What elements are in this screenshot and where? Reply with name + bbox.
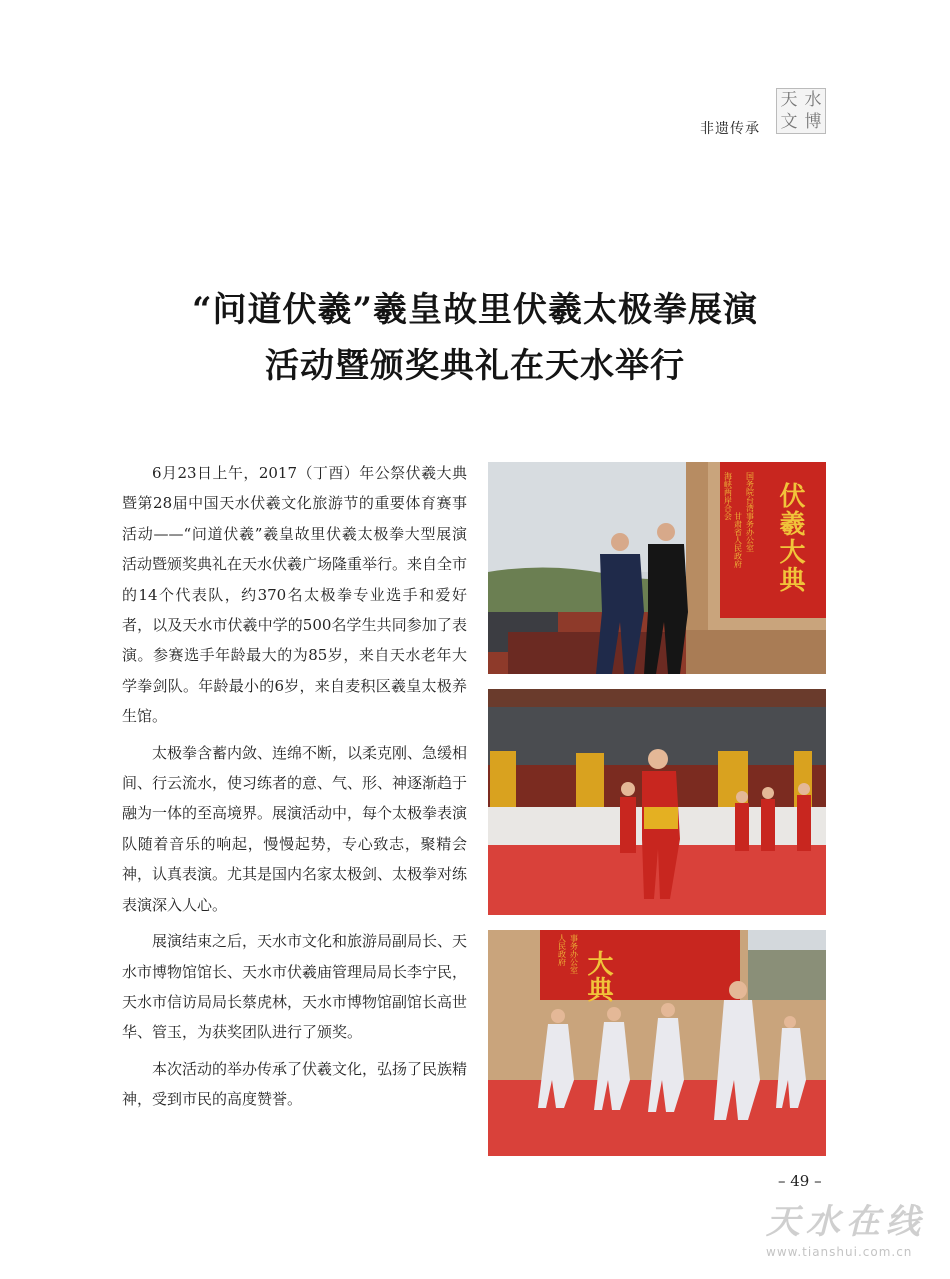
photo-youth-performance xyxy=(488,689,826,915)
photo-senior-performance xyxy=(488,930,826,1156)
logo-char: 水 xyxy=(804,90,822,110)
title-line-2: 活动暨颁奖典礼在天水举行 xyxy=(265,346,685,386)
article-body xyxy=(122,458,467,1121)
photo3-banner-side-line: 人民政府 xyxy=(557,934,567,966)
photo3-banner-text: 大典 xyxy=(583,950,613,1002)
page-number: – 49 – xyxy=(778,1172,822,1190)
magazine-logo xyxy=(776,88,826,134)
photo1-banner-text: 伏羲大典 xyxy=(775,482,805,594)
photo1-banner-side-line: 海峡两岸合会 xyxy=(723,472,733,520)
watermark-logo: 天水在线 xyxy=(766,1202,926,1242)
photo1-banner-side-line: 国务院台湾事务办公室 xyxy=(745,472,755,552)
logo-char: 文 xyxy=(780,112,798,132)
site-watermark xyxy=(766,1200,946,1276)
photo-push-hands xyxy=(488,462,826,674)
header-section-label: 非遗传承 xyxy=(700,121,760,137)
paragraph: 展演结束之后，天水市文化和旅游局副局长、天水市博物馆馆长、天水市伏羲庙管理局局长李宁民，天水市信访局局长蔡虎林，天水市博物馆副馆长高世华、管玉，为获奖团队进行了颁奖。 xyxy=(122,932,468,1042)
paragraph: 本次活动的举办传承了伏羲文化，弘扬了民族精神，受到市民的高度赞誉。 xyxy=(122,1059,468,1109)
watermark-url: www.tianshui.com.cn xyxy=(766,1245,913,1259)
paragraph: 太极拳含蓄内敛、连绵不断，以柔克刚、急缓相间、行云流水，使习练者的意、气、形、神逐渐趋于融为一体的至高境界。展演活动中，每个太极拳表演队随着音乐的响起，慢慢起势，专心致志，聚精会神，认真表演。尤其是国内名家太极剑、太极拳对练表演深入人心。 xyxy=(122,743,468,914)
logo-char: 博 xyxy=(804,112,822,132)
photo3-banner-side-line: 事务办公室 xyxy=(569,934,579,974)
logo-char: 天 xyxy=(780,90,798,110)
photo1-banner-side-line: 甘肃省人民政府 xyxy=(733,512,743,568)
paragraph: 6月23日上午，2017（丁酉）年公祭伏羲大典暨第28届中国天水伏羲文化旅游节的重要体育赛事活动——“问道伏羲”羲皇故里伏羲太极拳大型展演活动暨颁奖典礼在天水伏羲广场隆重举行。来自全市的14个代表队，约370名太极拳专业选手和爱好者，以及天水市伏羲中学的500名学生共同参加了表演。参赛选手年龄最大的为85岁，来自天水老年大学拳剑队。年龄最小的6岁，来自麦积区羲皇太极养生馆。 xyxy=(122,464,468,726)
title-line-1: “问道伏羲”羲皇故里伏羲太极拳展演 xyxy=(191,290,759,330)
article-title xyxy=(60,282,890,394)
